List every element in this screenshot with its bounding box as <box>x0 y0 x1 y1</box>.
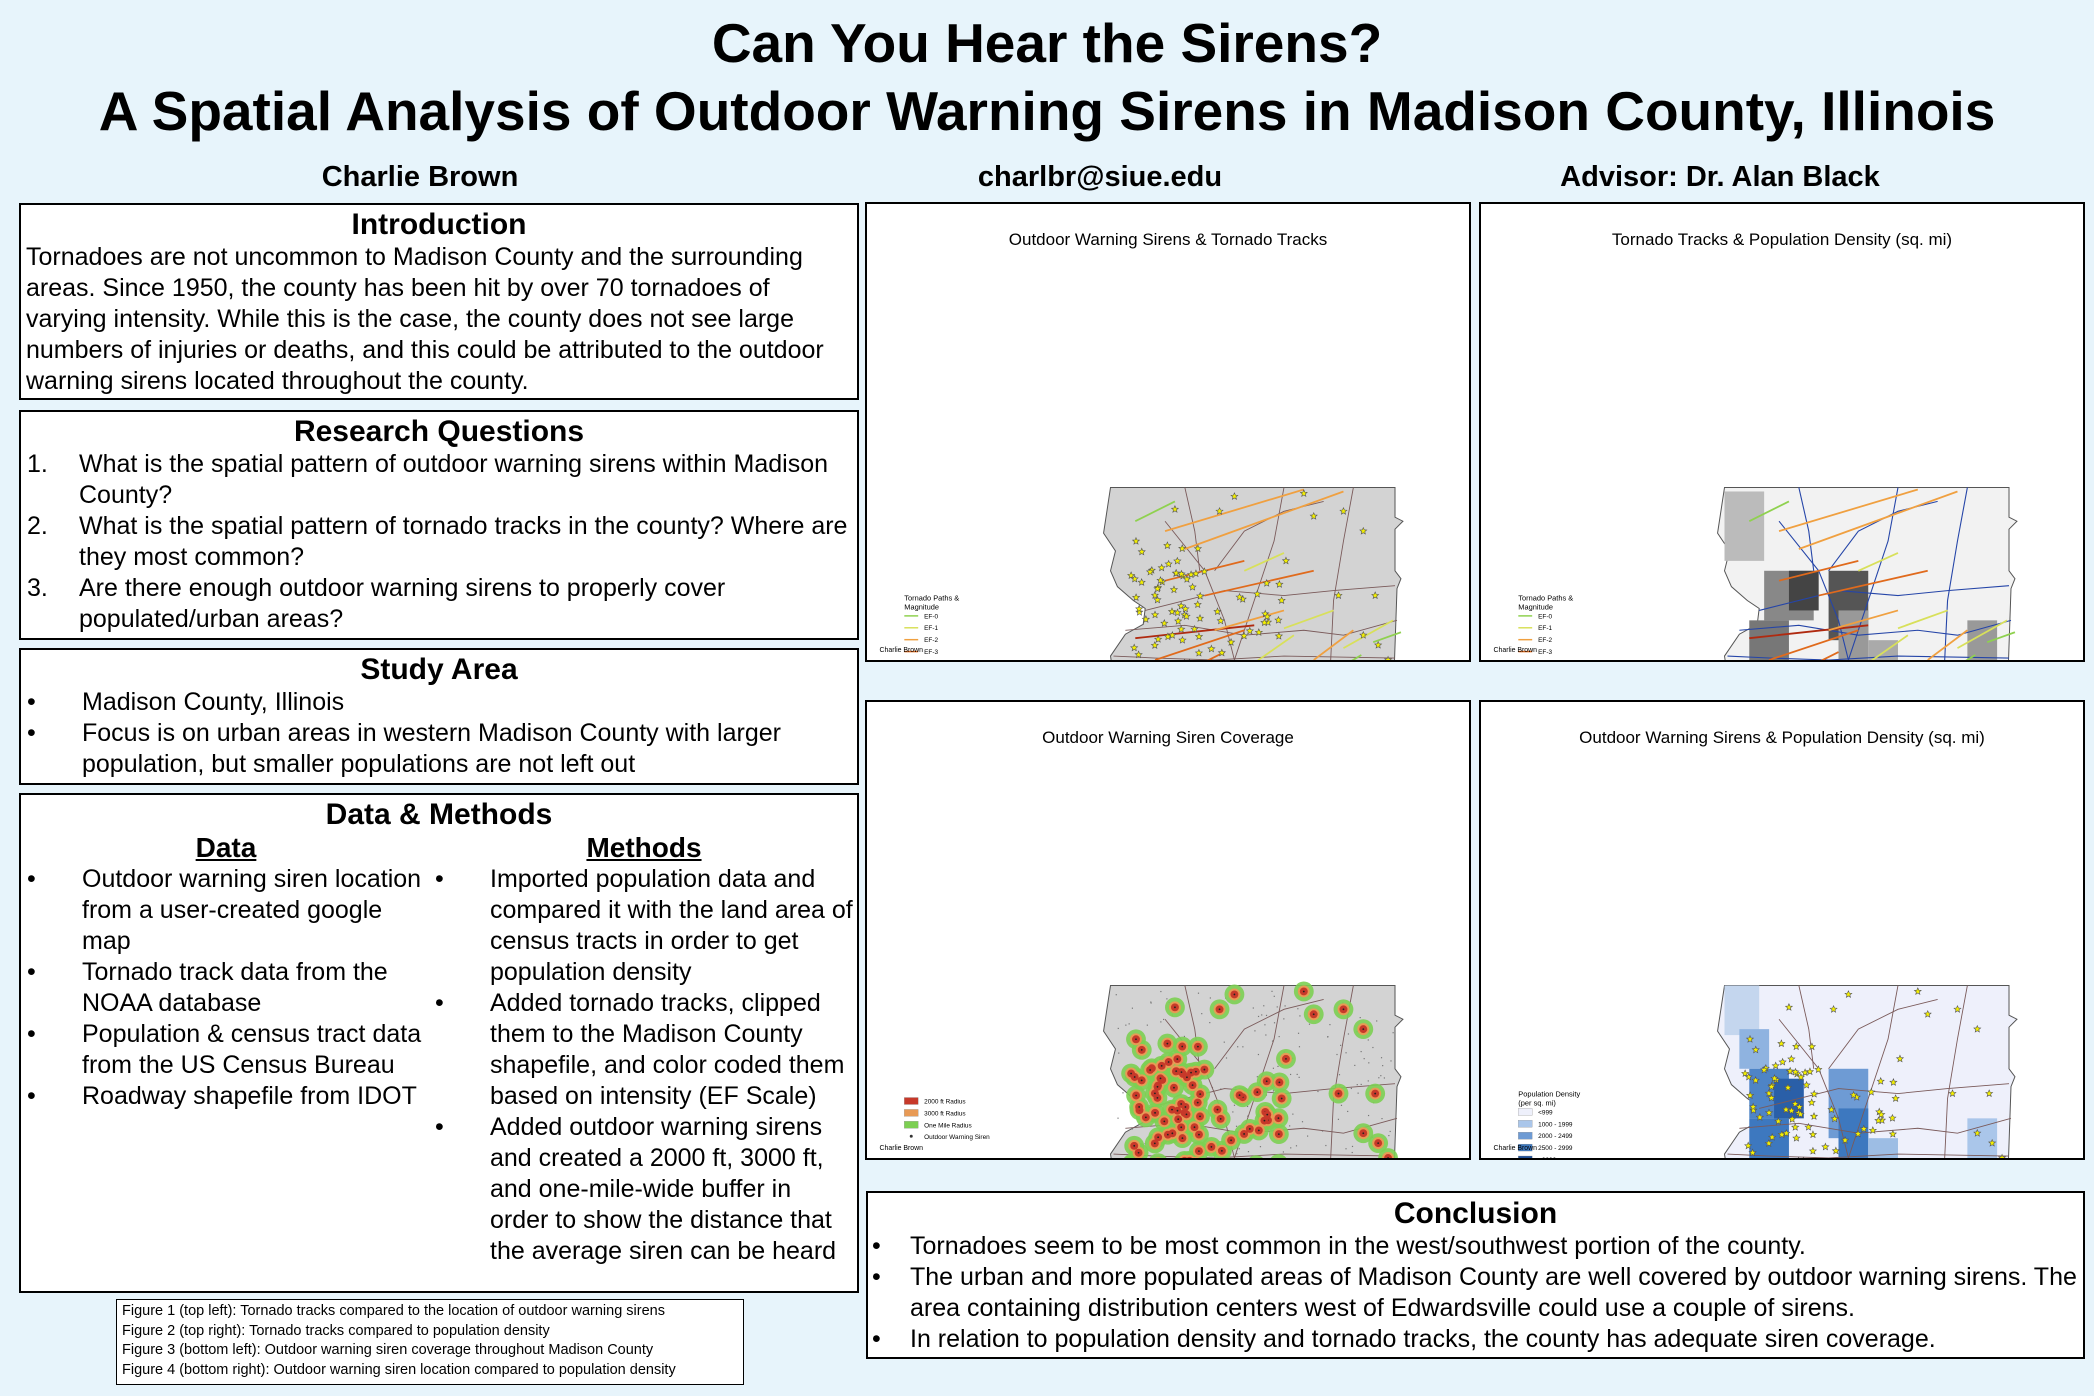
legend-label: <999 <box>1538 1109 1553 1117</box>
study-area-box <box>19 648 859 785</box>
data-methods-box <box>19 793 859 1293</box>
map-title: Tornado Tracks & Population Density (sq. mi) <box>1611 230 1953 249</box>
map-figure <box>867 702 1469 1158</box>
conclusion-box <box>866 1191 2085 1359</box>
map-title: Outdoor Warning Sirens & Population Density (sq. mi) <box>1579 728 1985 747</box>
introduction-box <box>19 203 859 400</box>
research-question: 1. What is the spatial pattern of outdoor warning sirens within Madison County? <box>27 450 828 509</box>
map-title: Outdoor Warning Siren Coverage <box>1042 728 1294 747</box>
legend-label: 1000 - 1999 <box>1538 1121 1573 1129</box>
figure-caption: Figure 3 (bottom left): Outdoor warning siren coverage throughout Madison County <box>122 1342 654 1358</box>
map-credit: Charlie Brown <box>1493 647 1538 655</box>
legend-label: EF-2 <box>1538 637 1553 645</box>
legend-heading: Magnitude <box>1518 602 1553 612</box>
density-tract <box>1967 1118 1997 1158</box>
figure-captions <box>116 1299 744 1385</box>
poster-title-line-2: A Spatial Analysis of Outdoor Warning Sirens in Madison County, Illinois <box>98 80 1996 142</box>
research-questions-box <box>19 410 859 640</box>
methods-heading: Methods <box>586 832 702 863</box>
data-column <box>21 832 431 1112</box>
legend-label: 2500 - 2999 <box>1538 1145 1573 1153</box>
research-question: 2. What is the spatial pattern of tornado tracks in the county? Where are they most common? <box>27 512 848 571</box>
map-credit: Charlie Brown <box>879 1145 924 1153</box>
methods-item: • Added outdoor warning sirens and created a 2000 ft, 3000 ft, and one-mile-wide buffer in order to show the distance that the average siren can be heard <box>435 1112 855 1267</box>
legend-heading: Population Density <box>1518 1089 1581 1099</box>
study-area-list <box>21 687 857 780</box>
conclusion-heading: Conclusion <box>1393 1197 1558 1230</box>
methods-column <box>429 832 859 1267</box>
poster-title-line-1: Can You Hear the Sirens? <box>711 12 1383 74</box>
data-item: • Roadway shapefile from IDOT <box>27 1081 427 1112</box>
legend-label: EF-1 <box>924 625 939 633</box>
density-tract <box>1839 1108 1869 1158</box>
map-tornado-population-density[interactable] <box>1479 202 2085 662</box>
legend-label: 3000 ft Radius <box>924 1110 966 1118</box>
conclusion-item: • The urban and more populated areas of Madison County are well covered by outdoor warning sirens. The area containing distribution centers west of Edwardsville could use a couple of sirens. <box>872 1262 2079 1324</box>
introduction-text: Tornadoes are not uncommon to Madison County and the surrounding areas. Since 1950, the county has been hit by over 70 tornadoes of varying intensity. While this is the case, the county does not see large numbers of injuries or deaths, and this could be attributed to the outdoor warning sirens located throughout the county. <box>26 243 824 395</box>
legend-label: One Mile Radius <box>924 1122 972 1130</box>
methods-item: • Added tornado tracks, clipped them to the Madison County shapefile, and color coded them based on intensity (EF Scale) <box>435 988 855 1112</box>
research-question: 3. Are there enough outdoor warning sirens to properly cover populated/urban areas? <box>27 574 726 633</box>
map-figure <box>1481 702 2083 1158</box>
legend-label: Outdoor Warning Siren <box>924 1134 990 1142</box>
density-tract <box>1725 986 1760 1036</box>
study-area-heading: Study Area <box>360 653 518 686</box>
conclusion-item: • In relation to population density and tornado tracks, the county has adequate siren coverage. <box>872 1324 2079 1355</box>
legend-label: 2000 ft Radius <box>924 1098 966 1106</box>
data-item: • Tornado track data from the NOAA database <box>27 957 427 1019</box>
author-email[interactable]: charlbr@siue.edu <box>977 161 1223 193</box>
map-figure <box>1481 204 2083 660</box>
research-questions-list <box>21 449 857 635</box>
methods-item: • Imported population data and compared it with the land area of census tracts in order to get population density <box>435 864 855 988</box>
legend-label: EF-0 <box>924 613 939 621</box>
map-credit: Charlie Brown <box>879 647 924 655</box>
figure-caption: Figure 1 (top left): Tornado tracks compared to the location of outdoor warning sirens <box>122 1303 665 1319</box>
map-credit: Charlie Brown <box>1493 1145 1538 1153</box>
density-tract <box>1725 491 1765 560</box>
map-title: Outdoor Warning Sirens & Tornado Tracks <box>1008 230 1328 249</box>
advisor-name: Advisor: Dr. Alan Black <box>1560 161 1880 193</box>
legend-label <box>1538 1157 1557 1158</box>
data-methods-heading: Data & Methods <box>325 798 553 831</box>
legend-heading: Tornado Paths & <box>904 593 960 603</box>
legend-heading: (per sq. mi) <box>1518 1098 1556 1108</box>
figure-caption: Figure 2 (top right): Tornado tracks compared to population density <box>122 1322 550 1339</box>
legend-label: EF-3 <box>1538 649 1553 657</box>
map-sirens-population-density[interactable] <box>1479 700 2085 1160</box>
legend-label: 2000 - 2499 <box>1538 1133 1573 1141</box>
data-item: • Population & census tract data from the US Census Bureau <box>27 1019 427 1081</box>
author-name: Charlie Brown <box>321 161 519 193</box>
legend-label: EF-0 <box>1538 613 1553 621</box>
legend-heading: Magnitude <box>904 602 939 612</box>
conclusion-item: • Tornadoes seem to be most common in the west/southwest portion of the county. <box>872 1231 2079 1262</box>
data-item: • Outdoor warning siren location from a user-created google map <box>27 864 427 957</box>
data-heading: Data <box>195 832 257 863</box>
figure-caption: Figure 4 (bottom right): Outdoor warning siren location compared to population density <box>122 1361 676 1378</box>
research-questions-heading: Research Questions <box>293 415 585 448</box>
map-sirens-tornado-tracks[interactable] <box>865 202 1471 662</box>
legend-heading: Tornado Paths & <box>1518 593 1574 603</box>
map-figure <box>867 204 1469 660</box>
legend-label: EF-3 <box>924 649 939 657</box>
study-area-item: • Madison County, Illinois <box>27 687 853 718</box>
legend-label: EF-1 <box>1538 625 1553 633</box>
legend-label: EF-2 <box>924 637 939 645</box>
study-area-item: • Focus is on urban areas in western Madison County with larger population, but smaller populations are not left out <box>27 718 853 780</box>
map-siren-coverage[interactable] <box>865 700 1471 1160</box>
introduction-heading: Introduction <box>351 208 527 241</box>
